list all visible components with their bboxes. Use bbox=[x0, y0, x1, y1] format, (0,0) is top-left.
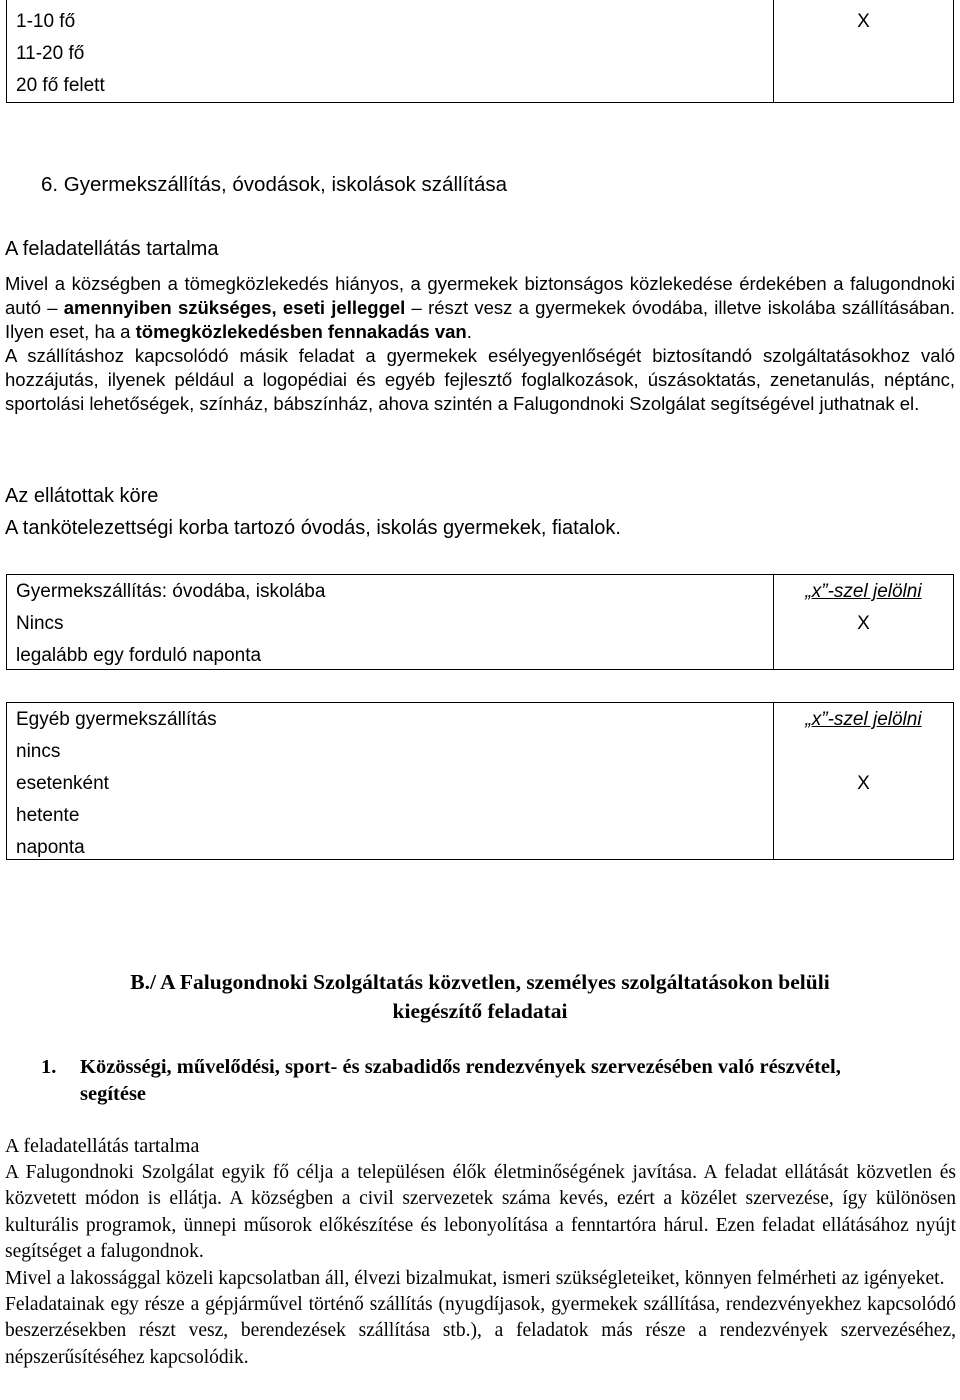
other-transport-table bbox=[6, 702, 954, 860]
headcount-row-mark bbox=[774, 38, 953, 70]
other-transport-row-mark bbox=[774, 832, 953, 864]
school-transport-row-mark bbox=[774, 640, 953, 672]
other-transport-label-cell bbox=[7, 703, 774, 859]
scope-text: A tankötelezettségi korba tartozó óvodás, iskolás gyermekek, fiatalok. bbox=[5, 517, 621, 539]
school-transport-row-label: Nincs bbox=[16, 613, 64, 634]
headcount-row-label: 1-10 fő bbox=[16, 11, 76, 32]
school-transport-header: Gyermekszállítás: óvodába, iskolába bbox=[16, 581, 326, 602]
other-transport-row-mark bbox=[774, 736, 953, 768]
school-transport-label-cell bbox=[7, 575, 774, 669]
other-transport-row-mark: X bbox=[857, 773, 870, 794]
school-transport-table bbox=[6, 574, 954, 670]
school-transport-mark-cell bbox=[774, 575, 953, 669]
other-transport-row-label: naponta bbox=[16, 837, 85, 858]
item-title-line: Közösségi, művelődési, sport- és szabadidős rendezvények szervezésében való részvétel, bbox=[80, 1056, 841, 1078]
headcount-row-mark: X bbox=[857, 11, 870, 32]
headcount-row-label: 11-20 fő bbox=[16, 43, 85, 64]
other-transport-header: Egyéb gyermekszállítás bbox=[16, 709, 217, 730]
paragraph-goal: A Falugondnoki Szolgálat egyik fő célja a településen élők életminőségének javítása. A feladat ellátását közvetlen és közvetett módon is ellátja. A községben a civil szervezetek száma kevés, ezért a közélet szervezése, így különösen kulturális programok, ünnepi műsorok előkészítése és lebonyolítása a fenntartóra hárul. Ezen feladat ellátásához nyújt segítséget a falugondnok. bbox=[5, 1162, 956, 1263]
headcount-mark-cell bbox=[774, 0, 953, 102]
school-transport-row-label: legalább egy forduló naponta bbox=[16, 645, 262, 666]
bold-text: amennyiben szükséges, eseti jelleggel bbox=[63, 297, 406, 318]
paragraph-relationship: Mivel a lakossággal közeli kapcsolatban áll, élvezi bizalmukat, ismeri szükségleteiket, könnyen felmérheti az igényeket. bbox=[5, 1267, 945, 1289]
headcount-label-cell bbox=[7, 0, 774, 102]
section-heading: 6. Gyermekszállítás, óvodások, iskolások szállítása bbox=[41, 173, 507, 196]
headcount-row-label: 20 fő felett bbox=[16, 75, 105, 96]
section-b-title-line: kiegészítő feladatai bbox=[392, 999, 568, 1023]
bold-text: tömegközlekedésben fennakadás van bbox=[135, 321, 467, 342]
other-transport-row-label: esetenként bbox=[16, 773, 109, 794]
headcount-row-mark bbox=[774, 70, 953, 102]
section-b-text bbox=[5, 1160, 956, 1371]
section-b-title bbox=[0, 968, 960, 1026]
other-transport-row-mark bbox=[774, 800, 953, 832]
text-span: – részt vesz a gyermekek óvodába, illetve iskolába szállításában. Ilyen eset, ha a bbox=[5, 297, 955, 342]
content-title-b: A feladatellátás tartalma bbox=[5, 1135, 200, 1157]
mark-header: „x”-szel jelölni bbox=[805, 709, 922, 730]
item-title-line: segítése bbox=[80, 1083, 147, 1105]
scope-title: Az ellátottak köre bbox=[5, 485, 159, 507]
mark-header: „x”-szel jelölni bbox=[805, 581, 922, 602]
school-transport-row-mark: X bbox=[857, 613, 870, 634]
other-transport-row-label: hetente bbox=[16, 805, 80, 826]
other-transport-mark-cell bbox=[774, 703, 953, 859]
paragraph-transport bbox=[5, 272, 955, 344]
content-title: A feladatellátás tartalma bbox=[5, 238, 219, 260]
section6-text bbox=[5, 272, 955, 416]
paragraph-services: A szállításhoz kapcsolódó másik feladat a gyermekek esélyegyenlőségét biztosítandó szolgáltatásokhoz való hozzájutás, ilyenek például a logopédiai és egyéb fejlesztő foglalkozások, úszásoktatás, zenetanulás, néptánc, sportolási lehetőségek, színház, bábszínház, ahova szintén a Falugondnoki Szolgálat segítségével juthatnak el. bbox=[5, 345, 955, 414]
item-title bbox=[80, 1054, 956, 1108]
section-b-title-line: B./ A Falugondnoki Szolgáltatás közvetlen, személyes szolgáltatásokon belüli bbox=[130, 970, 830, 994]
other-transport-row-label: nincs bbox=[16, 741, 61, 762]
text-span: Mivel a községben a tömegközlekedés hiányos, a gyermekek biztonságos közlekedése érdekében a falugondnoki autó – bbox=[5, 273, 955, 318]
headcount-table bbox=[6, 0, 954, 103]
text-span: . bbox=[466, 321, 472, 342]
paragraph-tasks: Feladatainak egy része a gépjárművel történő szállítás (nyugdíjasok, gyermekek szállítása, rendezvényekhez kapcsolódó beszerzésekben részt vesz, berendezések szállítása stb.), a feladatok más része a rendezvények szervezéséhez, népszerűsítéséhez kapcsolódik. bbox=[5, 1294, 956, 1368]
item-number: 1. bbox=[41, 1056, 57, 1078]
